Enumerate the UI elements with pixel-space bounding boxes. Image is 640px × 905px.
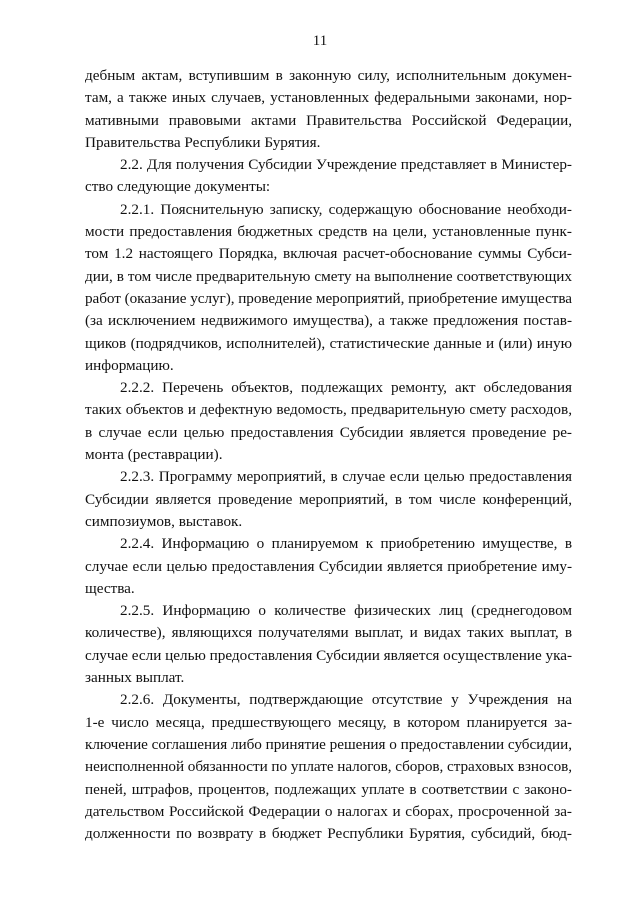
text-line: в случае если целью предоставления Субсидии является проведение ре- (85, 423, 572, 441)
text-line: 2.2.3. Программу мероприятий, в случае если целью предоставления (120, 468, 572, 486)
text-line: неисполненной обязанности по уплате налогов, сборов, страховых взносов, (85, 758, 572, 776)
paragraph (85, 600, 572, 689)
text-line: 2.2.2. Перечень объектов, подлежащих ремонту, акт обследования (120, 379, 572, 397)
text-line: ключение соглашения либо принятие решения о предоставлении субсидии, (85, 735, 572, 753)
text-line: таких объектов и дефектную ведомость, предварительную смету расходов, (85, 401, 572, 419)
text-line: случае если целью предоставления Субсидии является осуществление ука- (85, 646, 573, 664)
text-line: 1-е число месяца, предшествующего месяцу, в котором планируется за- (85, 713, 572, 731)
text-line: 2.2.5. Информацию о количестве физических лиц (среднегодовом (120, 602, 572, 620)
text-line: ство следующие документы: (85, 178, 271, 196)
paragraph (85, 466, 572, 533)
paragraph (85, 65, 572, 154)
text-line: (за исключением недвижимого имущества), а также предложения постав- (85, 312, 572, 330)
text-line: 2.2.4. Информацию о планируемом к приобретению имуществе, в (120, 535, 572, 553)
paragraph (85, 377, 572, 466)
text-line: долженности по возврату в бюджет Республики Бурятия, субсидий, бюд- (85, 825, 572, 843)
text-line: пеней, штрафов, процентов, подлежащих уплате в соответствии с законо- (85, 780, 572, 798)
text-line: монта (реставрации). (85, 446, 223, 464)
text-line: 2.2.6. Документы, подтверждающие отсутствие у Учреждения на (120, 691, 572, 709)
page-number: 11 (312, 33, 328, 49)
text-line: Субсидии является проведение мероприятий, в том числе конференций, (85, 490, 572, 508)
text-line: щества. (85, 579, 135, 597)
text-line: количестве), являющихся получателями выплат, и видах таких выплат, в (85, 624, 572, 642)
text-line: Правительства Республики Бурятия. (85, 133, 321, 151)
paragraph (85, 199, 572, 377)
paragraph (85, 533, 572, 600)
document-body (85, 65, 572, 845)
text-line: случае если целью предоставления Субсидии является приобретение иму- (85, 557, 572, 575)
paragraph (85, 689, 572, 845)
text-line: работ (оказание услуг), проведение мероприятий, приобретение имущества (85, 289, 572, 307)
text-line: информацию. (85, 356, 174, 374)
text-line: симпозиумов, выставок. (85, 512, 243, 530)
text-line: мативными правовыми актами Правительства Российской Федерации, (85, 111, 572, 129)
paragraph (85, 154, 572, 199)
text-line: дебным актам, вступившим в законную силу, исполнительным докумен- (85, 67, 572, 84)
text-line: дии, в том числе предварительную смету на выполнение соответствующих (85, 267, 572, 285)
text-line: щиков (подрядчиков, исполнителей), статистические данные и (или) иную (85, 334, 572, 352)
text-line: там, а также иных случаев, установленных федеральными законами, нор- (85, 89, 572, 107)
text-line: мости предоставления бюджетных средств на цели, установленные пунк- (85, 223, 572, 241)
text-line: том 1.2 настоящего Порядка, включая расчет-обоснование суммы Субси- (85, 245, 572, 263)
text-line: 2.2. Для получения Субсидии Учреждение представляет в Министер- (120, 156, 572, 174)
text-line: занных выплат. (85, 669, 185, 687)
text-line: дательством Российской Федерации о налогах и сборах, просроченной за- (85, 802, 572, 820)
text-line: 2.2.1. Пояснительную записку, содержащую обоснование необходи- (120, 200, 572, 218)
